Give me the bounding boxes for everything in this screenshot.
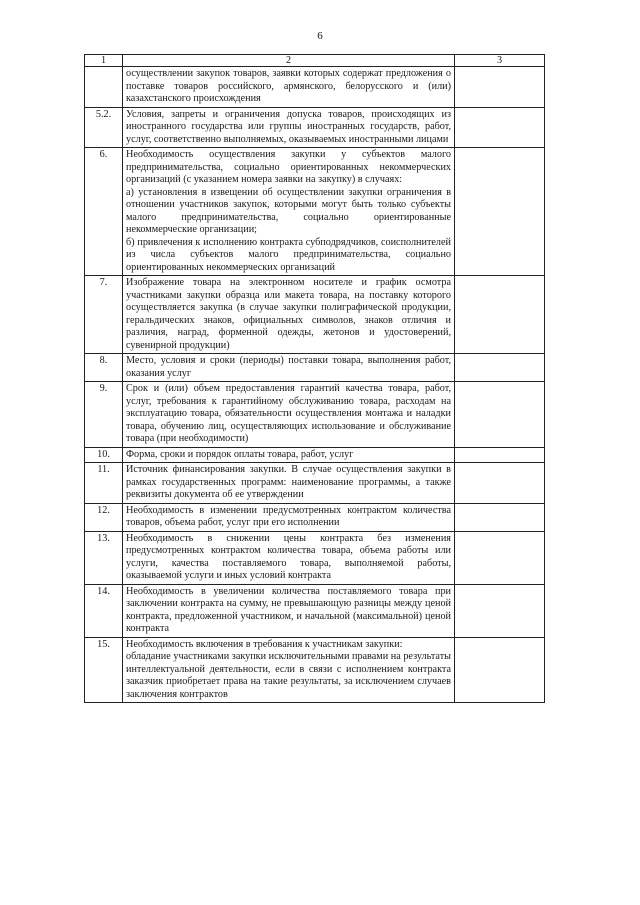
row-paragraph: Необходимость осуществления закупки у субъектов малого предпринимательства, социально ориентированных некоммерческих организаций (с указанием номера заявки на закупку) в случаях: xyxy=(126,149,451,185)
row-value-cell xyxy=(455,637,545,703)
row-number: 8. xyxy=(85,354,123,382)
row-description xyxy=(123,463,455,504)
row-number: 10. xyxy=(85,447,123,463)
table-row xyxy=(85,382,545,448)
header-cell-value: 3 xyxy=(455,55,545,67)
table-row xyxy=(85,531,545,584)
header-cell-number: 1 xyxy=(85,55,123,67)
row-value-cell xyxy=(455,503,545,531)
table-row xyxy=(85,354,545,382)
row-paragraph: Необходимость в изменении предусмотренных контрактом количества товаров, объема работ, услуг при его исполнении xyxy=(126,504,451,528)
row-description xyxy=(123,503,455,531)
row-number: 14. xyxy=(85,584,123,637)
row-paragraph: Необходимость в увеличении количества поставляемого товара при заключении контракта на сумму, не превышающую разницы между ценой контракта, предложенной участником, и начальной (максимальной) ценой контракта xyxy=(126,585,451,634)
row-paragraph: осуществлении закупок товаров, заявки которых содержат предложения о поставке товаров российского, армянского, белорусского и (или) казахстанского происхождения xyxy=(126,68,451,104)
row-paragraph: Форма, сроки и порядок оплаты товара, работ, услуг xyxy=(126,448,354,460)
row-number: 9. xyxy=(85,382,123,448)
row-number: 13. xyxy=(85,531,123,584)
header-cell-description: 2 xyxy=(123,55,455,67)
row-value-cell xyxy=(455,148,545,276)
row-paragraph: б) привлечения к исполнению контракта субподрядчиков, соисполнителей из числа субъектов малого предпринимательства, социально ориентированных некоммерческих организаций xyxy=(126,236,451,273)
row-description xyxy=(123,107,455,148)
row-value-cell xyxy=(455,463,545,504)
table-header-row xyxy=(85,55,545,67)
row-value-cell xyxy=(455,531,545,584)
row-description xyxy=(123,354,455,382)
row-value-cell xyxy=(455,584,545,637)
row-paragraph: обладание участниками закупки исключительными правами на результаты интеллектуальной деятельности, если в связи с исполнением контракта заказчик приобретает права на такие результаты, за исключением случаев заключения контрактов xyxy=(126,651,451,700)
row-number: 11. xyxy=(85,463,123,504)
requirements-table xyxy=(84,54,545,703)
row-paragraph: Место, условия и сроки (периоды) поставки товара, выполнения работ, оказания услуг xyxy=(126,355,451,379)
table-row xyxy=(85,107,545,148)
row-paragraph: Условия, запреты и ограничения допуска товаров, происходящих из иностранного государства или группы иностранных государств, работ, услуг, соответственно выполняемых, оказываемых иностранными лицами xyxy=(126,108,451,145)
row-number xyxy=(85,67,123,108)
table-row xyxy=(85,148,545,276)
table-row xyxy=(85,584,545,637)
row-value-cell xyxy=(455,276,545,354)
row-number: 15. xyxy=(85,637,123,703)
row-description xyxy=(123,584,455,637)
row-paragraph: Необходимость в снижении цены контракта без изменения предусмотренных контрактом количества товара, объема работы или услуги, качества поставляемого товара, выполняемой работы, оказываемой услуги и иных условий контракта xyxy=(126,532,451,581)
table-row xyxy=(85,447,545,463)
row-description xyxy=(123,637,455,703)
row-paragraph: Источник финансирования закупки. В случае осуществления закупки в рамках государственных программ: наименование программы, а также реквизиты документа об ее утверждении xyxy=(126,464,451,500)
row-paragraph: Необходимость включения в требования к участникам закупки: xyxy=(126,638,403,650)
row-description xyxy=(123,382,455,448)
row-description xyxy=(123,67,455,108)
table-row xyxy=(85,463,545,504)
row-value-cell xyxy=(455,67,545,108)
table-row xyxy=(85,276,545,354)
row-description xyxy=(123,447,455,463)
row-paragraph: Срок и (или) объем предоставления гарантий качества товара, работ, услуг, требования к гарантийному обслуживанию товара, расходам на эксплуатацию товара, обязательности осуществления монтажа и наладки товара, обучению лиц, осуществляющих использование и обслуживание товара (при необходимости) xyxy=(126,383,451,444)
row-number: 7. xyxy=(85,276,123,354)
table-row xyxy=(85,67,545,108)
row-value-cell xyxy=(455,354,545,382)
row-paragraph: Изображение товара на электронном носителе и график осмотра участниками закупки образца или макета товара, на поставку которого осуществляется закупка (в случае закупки полиграфической продукции, геральдических знаков, официальных символов, знаков отличия и различия, наград, форменной одежды, жетонов и удостоверений, сувенирной продукции) xyxy=(126,277,451,351)
row-value-cell xyxy=(455,382,545,448)
row-description xyxy=(123,276,455,354)
table-row xyxy=(85,503,545,531)
row-number: 12. xyxy=(85,503,123,531)
row-value-cell xyxy=(455,447,545,463)
row-description xyxy=(123,531,455,584)
row-value-cell xyxy=(455,107,545,148)
row-paragraph: а) установления в извещении об осуществлении закупки ограничения в отношении участников закупок, которыми могут быть только субъекты малого предпринимательства, социально ориентированные некоммерческие организации; xyxy=(126,186,451,235)
row-number: 6. xyxy=(85,148,123,276)
row-description xyxy=(123,148,455,276)
row-number: 5.2. xyxy=(85,107,123,148)
page-number: 6 xyxy=(317,30,323,42)
table-row xyxy=(85,637,545,703)
